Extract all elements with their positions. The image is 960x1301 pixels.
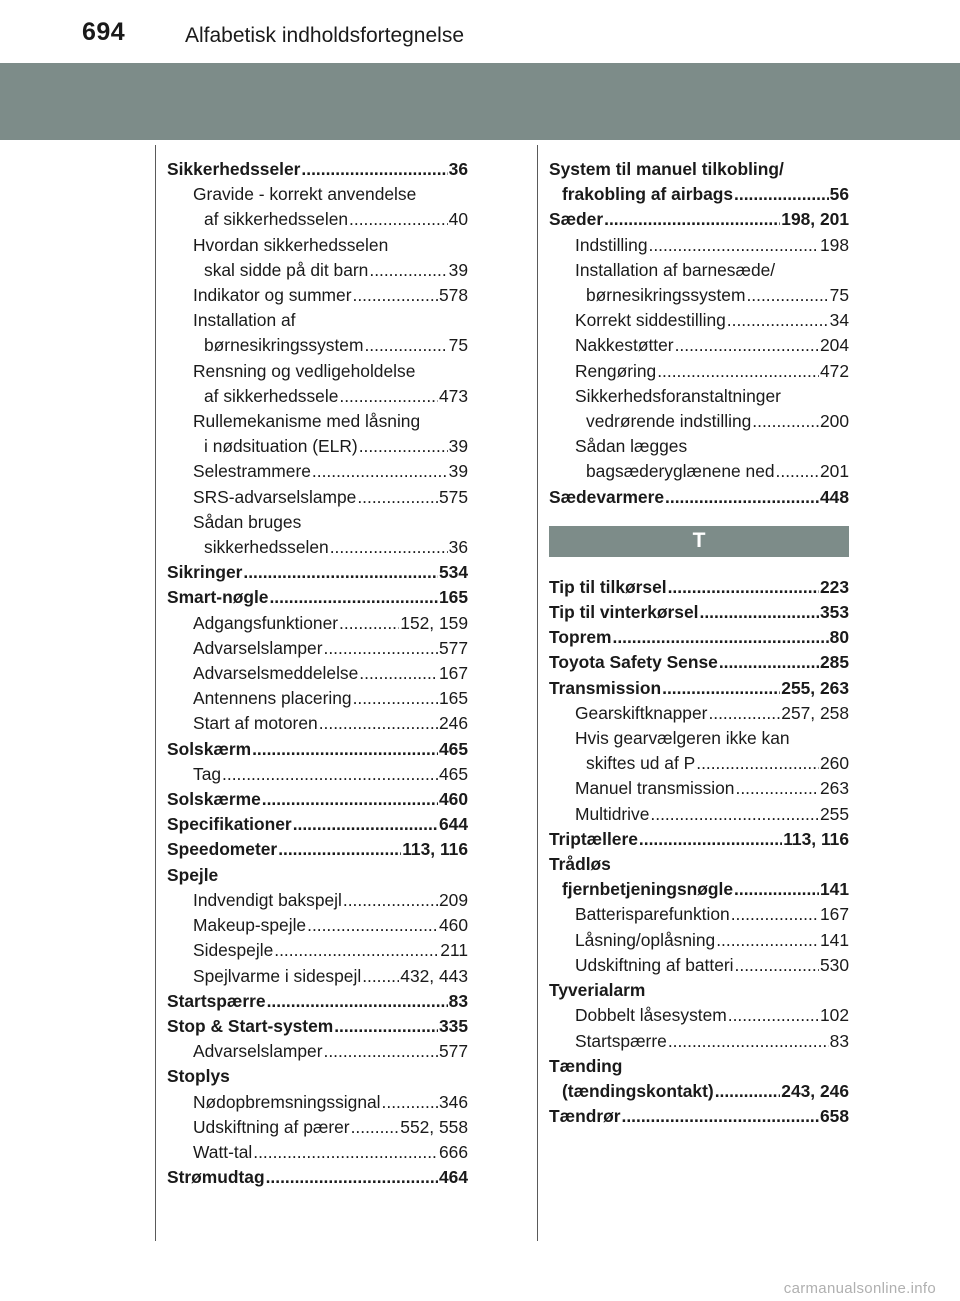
index-entry <box>167 1039 468 1064</box>
index-page-ref: 464 <box>438 1167 468 1188</box>
dot-leader <box>668 575 819 600</box>
index-page-ref: 577 <box>438 1041 468 1062</box>
index-entry <box>167 686 468 711</box>
index-entry <box>549 182 849 207</box>
dot-leader <box>675 333 819 358</box>
index-term: Advarselslamper <box>193 1041 323 1062</box>
index-entry <box>167 1064 468 1089</box>
index-term: Sæder <box>549 209 604 230</box>
dot-leader <box>696 751 819 776</box>
index-page-ref: 260 <box>819 753 849 774</box>
index-entry <box>549 283 849 308</box>
dot-leader <box>262 787 438 812</box>
index-term: Tip til tilkørsel <box>549 576 667 597</box>
index-entry <box>549 701 849 726</box>
index-entry <box>549 157 849 182</box>
dot-leader <box>278 837 401 862</box>
index-entry <box>167 535 468 560</box>
index-page-ref: 102 <box>819 1005 849 1026</box>
header-band <box>0 63 960 140</box>
index-page-ref: 75 <box>448 335 468 356</box>
index-page-ref: 167 <box>438 663 468 684</box>
index-column-right <box>549 157 849 1129</box>
index-page-ref: 56 <box>829 184 849 205</box>
index-entry <box>167 207 468 232</box>
dot-leader <box>312 459 448 484</box>
index-entry <box>549 676 849 701</box>
index-entry <box>549 359 849 384</box>
index-entry <box>167 384 468 409</box>
index-entry <box>549 726 849 751</box>
dot-leader <box>343 888 438 913</box>
index-page-ref: 432, 443 <box>400 965 468 986</box>
index-term: Sikringer <box>167 562 243 583</box>
index-entry <box>549 877 849 902</box>
dot-leader <box>274 938 439 963</box>
index-term: Triptællere <box>549 828 638 849</box>
index-term: sikkerhedsselen <box>204 537 329 558</box>
dot-leader <box>734 877 819 902</box>
page-number: 694 <box>82 18 126 46</box>
dot-leader <box>324 1039 438 1064</box>
index-entry <box>167 585 468 610</box>
dot-leader <box>301 157 447 182</box>
index-page-ref: 198, 201 <box>781 209 849 230</box>
dot-leader <box>353 686 438 711</box>
dot-leader <box>650 802 819 827</box>
index-term: Trådløs <box>549 854 611 875</box>
index-term: Hvordan sikkerhedsselen <box>193 234 389 255</box>
dot-leader <box>369 258 447 283</box>
index-page-ref: 577 <box>438 637 468 658</box>
index-term: Dobbelt låsesystem <box>575 1005 727 1026</box>
index-term: Sikkerhedsforanstaltninger <box>575 385 781 406</box>
index-entry <box>167 1140 468 1165</box>
index-entry <box>549 802 849 827</box>
index-column-left <box>167 157 468 1190</box>
dot-leader <box>359 661 438 686</box>
dot-leader <box>359 434 448 459</box>
index-term: Watt-tal <box>193 1141 253 1162</box>
index-entry <box>549 1054 849 1079</box>
index-term: bagsæderyglænene ned <box>586 461 775 482</box>
index-page-ref: 39 <box>448 461 468 482</box>
index-entry <box>549 1079 849 1104</box>
index-page-ref: 530 <box>819 954 849 975</box>
index-entry <box>549 600 849 625</box>
index-page-ref: 40 <box>448 209 468 230</box>
index-term: Låsning/oplåsning <box>575 929 716 950</box>
index-page-ref: 448 <box>819 486 849 507</box>
index-entry <box>549 258 849 283</box>
dot-leader <box>267 989 448 1014</box>
index-list-s-continued <box>549 157 849 510</box>
index-term: børnesikringssystem <box>586 285 746 306</box>
dot-leader <box>657 359 819 384</box>
index-entry <box>167 359 468 384</box>
index-entry <box>549 384 849 409</box>
index-page-ref: 335 <box>438 1015 468 1036</box>
index-term: Sådan bruges <box>193 511 302 532</box>
index-term: skal sidde på dit barn <box>204 259 369 280</box>
dot-leader <box>339 384 438 409</box>
index-term: Advarselsmeddelelse <box>193 663 359 684</box>
index-page-ref: 255, 263 <box>781 677 849 698</box>
dot-leader <box>349 207 448 232</box>
index-page-ref: 198 <box>819 234 849 255</box>
index-term: Installation af <box>193 310 296 331</box>
dot-leader <box>716 928 819 953</box>
index-term: Sidespejle <box>193 940 274 961</box>
index-term: Strømudtag <box>167 1167 265 1188</box>
dot-leader <box>708 701 780 726</box>
dot-leader <box>334 1014 438 1039</box>
index-page-ref: 346 <box>438 1091 468 1112</box>
index-page-ref: 644 <box>438 814 468 835</box>
index-page-ref: 39 <box>448 436 468 457</box>
index-term: Selestrammere <box>193 461 311 482</box>
index-page-ref: 666 <box>438 1141 468 1162</box>
section-letter-band: T <box>549 526 849 557</box>
index-term: Transmission <box>549 677 662 698</box>
index-page-ref: 353 <box>819 602 849 623</box>
index-term: Indikator og summer <box>193 285 352 306</box>
index-term: Speedometer <box>167 839 278 860</box>
index-entry <box>549 1003 849 1028</box>
index-page-ref: 75 <box>829 285 849 306</box>
dot-leader <box>639 827 782 852</box>
index-entry <box>549 308 849 333</box>
index-term: SRS-advarselslampe <box>193 486 357 507</box>
index-entry <box>167 888 468 913</box>
dot-leader <box>364 333 447 358</box>
dot-leader <box>604 207 780 232</box>
index-page-ref: 83 <box>448 990 468 1011</box>
index-term: Multidrive <box>575 803 650 824</box>
index-entry <box>167 989 468 1014</box>
index-page-ref: 473 <box>438 385 468 406</box>
dot-leader <box>728 1003 819 1028</box>
index-entry <box>167 837 468 862</box>
index-entry <box>167 510 468 535</box>
index-entry <box>549 333 849 358</box>
page-header-title: Alfabetisk indholdsfortegnelse <box>185 24 465 47</box>
index-entry <box>167 711 468 736</box>
index-entry <box>167 762 468 787</box>
dot-leader <box>776 459 819 484</box>
index-entry <box>167 459 468 484</box>
dot-leader <box>752 409 819 434</box>
index-term: Manuel transmission <box>575 778 735 799</box>
index-entry <box>549 928 849 953</box>
index-term: Antennens placering <box>193 688 352 709</box>
index-entry <box>549 485 849 510</box>
index-page-ref: 575 <box>438 486 468 507</box>
index-term: Sådan lægges <box>575 436 688 457</box>
index-entry <box>549 233 849 258</box>
dot-leader <box>622 1104 819 1129</box>
dot-leader <box>357 485 438 510</box>
index-page-ref: 465 <box>438 763 468 784</box>
index-page-ref: 257, 258 <box>781 702 849 723</box>
index-entry <box>167 182 468 207</box>
index-entry <box>167 1115 468 1140</box>
dot-leader <box>253 1140 438 1165</box>
index-entry <box>167 812 468 837</box>
dot-leader <box>668 1029 829 1054</box>
index-term: børnesikringssystem <box>204 335 364 356</box>
index-term: Udskiftning af batteri <box>575 954 734 975</box>
dot-leader <box>362 964 399 989</box>
index-term: Smart-nøgle <box>167 587 269 608</box>
index-term: Tyverialarm <box>549 980 646 1001</box>
dot-leader <box>699 600 819 625</box>
index-entry <box>549 776 849 801</box>
dot-leader <box>222 762 438 787</box>
index-term: Solskærme <box>167 789 261 810</box>
index-page-ref: 460 <box>438 915 468 936</box>
index-entry <box>549 827 849 852</box>
index-term: Gearskiftknapper <box>575 702 708 723</box>
index-page-ref: 552, 558 <box>400 1116 468 1137</box>
index-page-ref: 165 <box>438 587 468 608</box>
dot-leader <box>324 636 438 661</box>
index-entry <box>167 787 468 812</box>
index-page-ref: 460 <box>438 789 468 810</box>
dot-leader <box>293 812 438 837</box>
index-term: Makeup-spejle <box>193 915 307 936</box>
index-entry <box>167 913 468 938</box>
index-entry <box>167 233 468 258</box>
index-term: (tændingskontakt) <box>562 1080 714 1101</box>
dot-leader <box>339 611 399 636</box>
index-term: Start af motoren <box>193 713 318 734</box>
index-page-ref: 80 <box>829 627 849 648</box>
index-page-ref: 209 <box>438 889 468 910</box>
index-page-ref: 39 <box>448 259 468 280</box>
index-page-ref: 167 <box>819 904 849 925</box>
index-term: vedrørende indstilling <box>586 411 752 432</box>
index-entry <box>167 964 468 989</box>
index-term: Nakkestøtter <box>575 335 674 356</box>
index-entry <box>167 308 468 333</box>
index-term: Tændrør <box>549 1106 621 1127</box>
index-term: Spejle <box>167 864 219 885</box>
index-term: af sikkerhedsselen <box>204 209 349 230</box>
dot-leader <box>746 283 828 308</box>
index-term: Indstilling <box>575 234 648 255</box>
index-entry <box>167 938 468 963</box>
index-entry <box>167 409 468 434</box>
index-term: Solskærm <box>167 738 252 759</box>
index-term: Stop & Start-system <box>167 1015 334 1036</box>
index-term: Rengøring <box>575 360 657 381</box>
index-entry <box>549 902 849 927</box>
index-term: Nødopbremsningssignal <box>193 1091 381 1112</box>
dot-leader <box>382 1090 438 1115</box>
index-entry <box>549 1104 849 1129</box>
index-entry <box>549 575 849 600</box>
index-term: Toprem <box>549 627 612 648</box>
index-page-ref: 246 <box>438 713 468 734</box>
index-page-ref: 465 <box>438 738 468 759</box>
index-term: Installation af barnesæde/ <box>575 259 776 280</box>
dot-leader <box>351 1115 400 1140</box>
index-page-ref: 204 <box>819 335 849 356</box>
index-page-ref: 141 <box>819 879 849 900</box>
index-term: Gravide - korrekt anvendelse <box>193 184 417 205</box>
index-term: af sikkerhedssele <box>204 385 339 406</box>
dot-leader <box>330 535 448 560</box>
index-entry <box>167 485 468 510</box>
dot-leader <box>735 776 819 801</box>
index-term: fjernbetjeningsnøgle <box>562 879 734 900</box>
index-page-ref: 165 <box>438 688 468 709</box>
index-entry <box>549 459 849 484</box>
index-entry <box>549 1029 849 1054</box>
index-page-ref: 285 <box>819 652 849 673</box>
index-term: Specifikationer <box>167 814 292 835</box>
index-page-ref: 83 <box>829 1030 849 1051</box>
index-entry <box>167 258 468 283</box>
index-term: Sædevarmere <box>549 486 665 507</box>
index-term: Hvis gearvælgeren ikke kan <box>575 728 790 749</box>
index-entry <box>167 737 468 762</box>
index-page-ref: 243, 246 <box>781 1080 849 1101</box>
index-entry <box>549 978 849 1003</box>
index-entry <box>167 1165 468 1190</box>
index-entry <box>167 1014 468 1039</box>
dot-leader <box>719 650 819 675</box>
index-term: Batterisparefunktion <box>575 904 730 925</box>
index-entry <box>549 751 849 776</box>
index-entry <box>549 650 849 675</box>
middle-column-rule <box>537 145 538 1241</box>
index-page-ref: 223 <box>819 576 849 597</box>
index-page-ref: 152, 159 <box>400 612 468 633</box>
index-entry <box>549 409 849 434</box>
index-term: frakobling af airbags <box>562 184 734 205</box>
index-page-ref: 211 <box>440 940 468 961</box>
index-term: Rullemekanisme med låsning <box>193 411 421 432</box>
watermark: carmanualsonline.info <box>783 1280 936 1297</box>
dot-leader <box>665 485 819 510</box>
index-term: Rensning og vedligeholdelse <box>193 360 416 381</box>
dot-leader <box>266 1165 438 1190</box>
index-entry <box>167 1090 468 1115</box>
dot-leader <box>731 902 819 927</box>
index-entry <box>167 283 468 308</box>
index-page-ref: 36 <box>448 159 468 179</box>
index-term: Adgangsfunktioner <box>193 612 339 633</box>
index-entry <box>167 636 468 661</box>
index-term: Tip til vinterkørsel <box>549 602 699 623</box>
index-term: Toyota Safety Sense <box>549 652 718 673</box>
index-entry <box>167 157 468 182</box>
index-entry <box>167 611 468 636</box>
dot-leader <box>662 676 780 701</box>
dot-leader <box>307 913 438 938</box>
dot-leader <box>319 711 438 736</box>
index-term: i nødsituation (ELR) <box>204 436 358 457</box>
dot-leader <box>243 560 438 585</box>
index-term: Stoplys <box>167 1066 230 1087</box>
dot-leader <box>735 953 819 978</box>
index-term: Udskiftning af pærer <box>193 1116 350 1137</box>
index-entry <box>549 625 849 650</box>
dot-leader <box>734 182 829 207</box>
dot-leader <box>715 1079 781 1104</box>
index-entry <box>549 953 849 978</box>
dot-leader <box>727 308 829 333</box>
index-page-ref: 36 <box>448 537 468 558</box>
index-term: Startspærre <box>167 990 266 1011</box>
index-page-ref: 113, 116 <box>783 828 849 849</box>
index-entry <box>167 333 468 358</box>
dot-leader <box>252 737 438 762</box>
index-term: Spejlvarme i sidespejl <box>193 965 362 986</box>
index-entry <box>167 434 468 459</box>
index-term: Startspærre <box>575 1030 667 1051</box>
left-column-rule <box>155 145 156 1241</box>
index-term: Tænding <box>549 1055 623 1076</box>
index-term: Korrekt siddestilling <box>575 310 726 331</box>
index-entry <box>549 852 849 877</box>
index-page-ref: 658 <box>819 1106 849 1127</box>
index-entry <box>167 863 468 888</box>
index-entry <box>549 207 849 232</box>
index-entry <box>167 560 468 585</box>
index-entry <box>549 434 849 459</box>
dot-leader <box>353 283 438 308</box>
index-page-ref: 200 <box>819 411 849 432</box>
index-page-ref: 263 <box>819 778 849 799</box>
index-page-ref: 534 <box>438 562 468 583</box>
index-page-ref: 255 <box>819 803 849 824</box>
index-page-ref: 34 <box>829 310 849 331</box>
index-term: System til manuel tilkobling/ <box>549 159 784 179</box>
index-page-ref: 578 <box>438 285 468 306</box>
index-page-ref: 141 <box>819 929 849 950</box>
index-entry <box>167 661 468 686</box>
index-page-ref: 113, 116 <box>402 839 468 860</box>
index-term: Advarselslamper <box>193 637 323 658</box>
dot-leader <box>649 233 819 258</box>
index-page-ref: 472 <box>819 360 849 381</box>
index-term: skiftes ud af P <box>586 753 696 774</box>
dot-leader <box>269 585 438 610</box>
index-page-ref: 201 <box>819 461 849 482</box>
index-term: Sikkerhedsseler <box>167 159 301 179</box>
index-term: Indvendigt bakspejl <box>193 889 342 910</box>
index-list-t <box>549 575 849 1129</box>
index-term: Tag <box>193 763 222 784</box>
dot-leader <box>612 625 828 650</box>
